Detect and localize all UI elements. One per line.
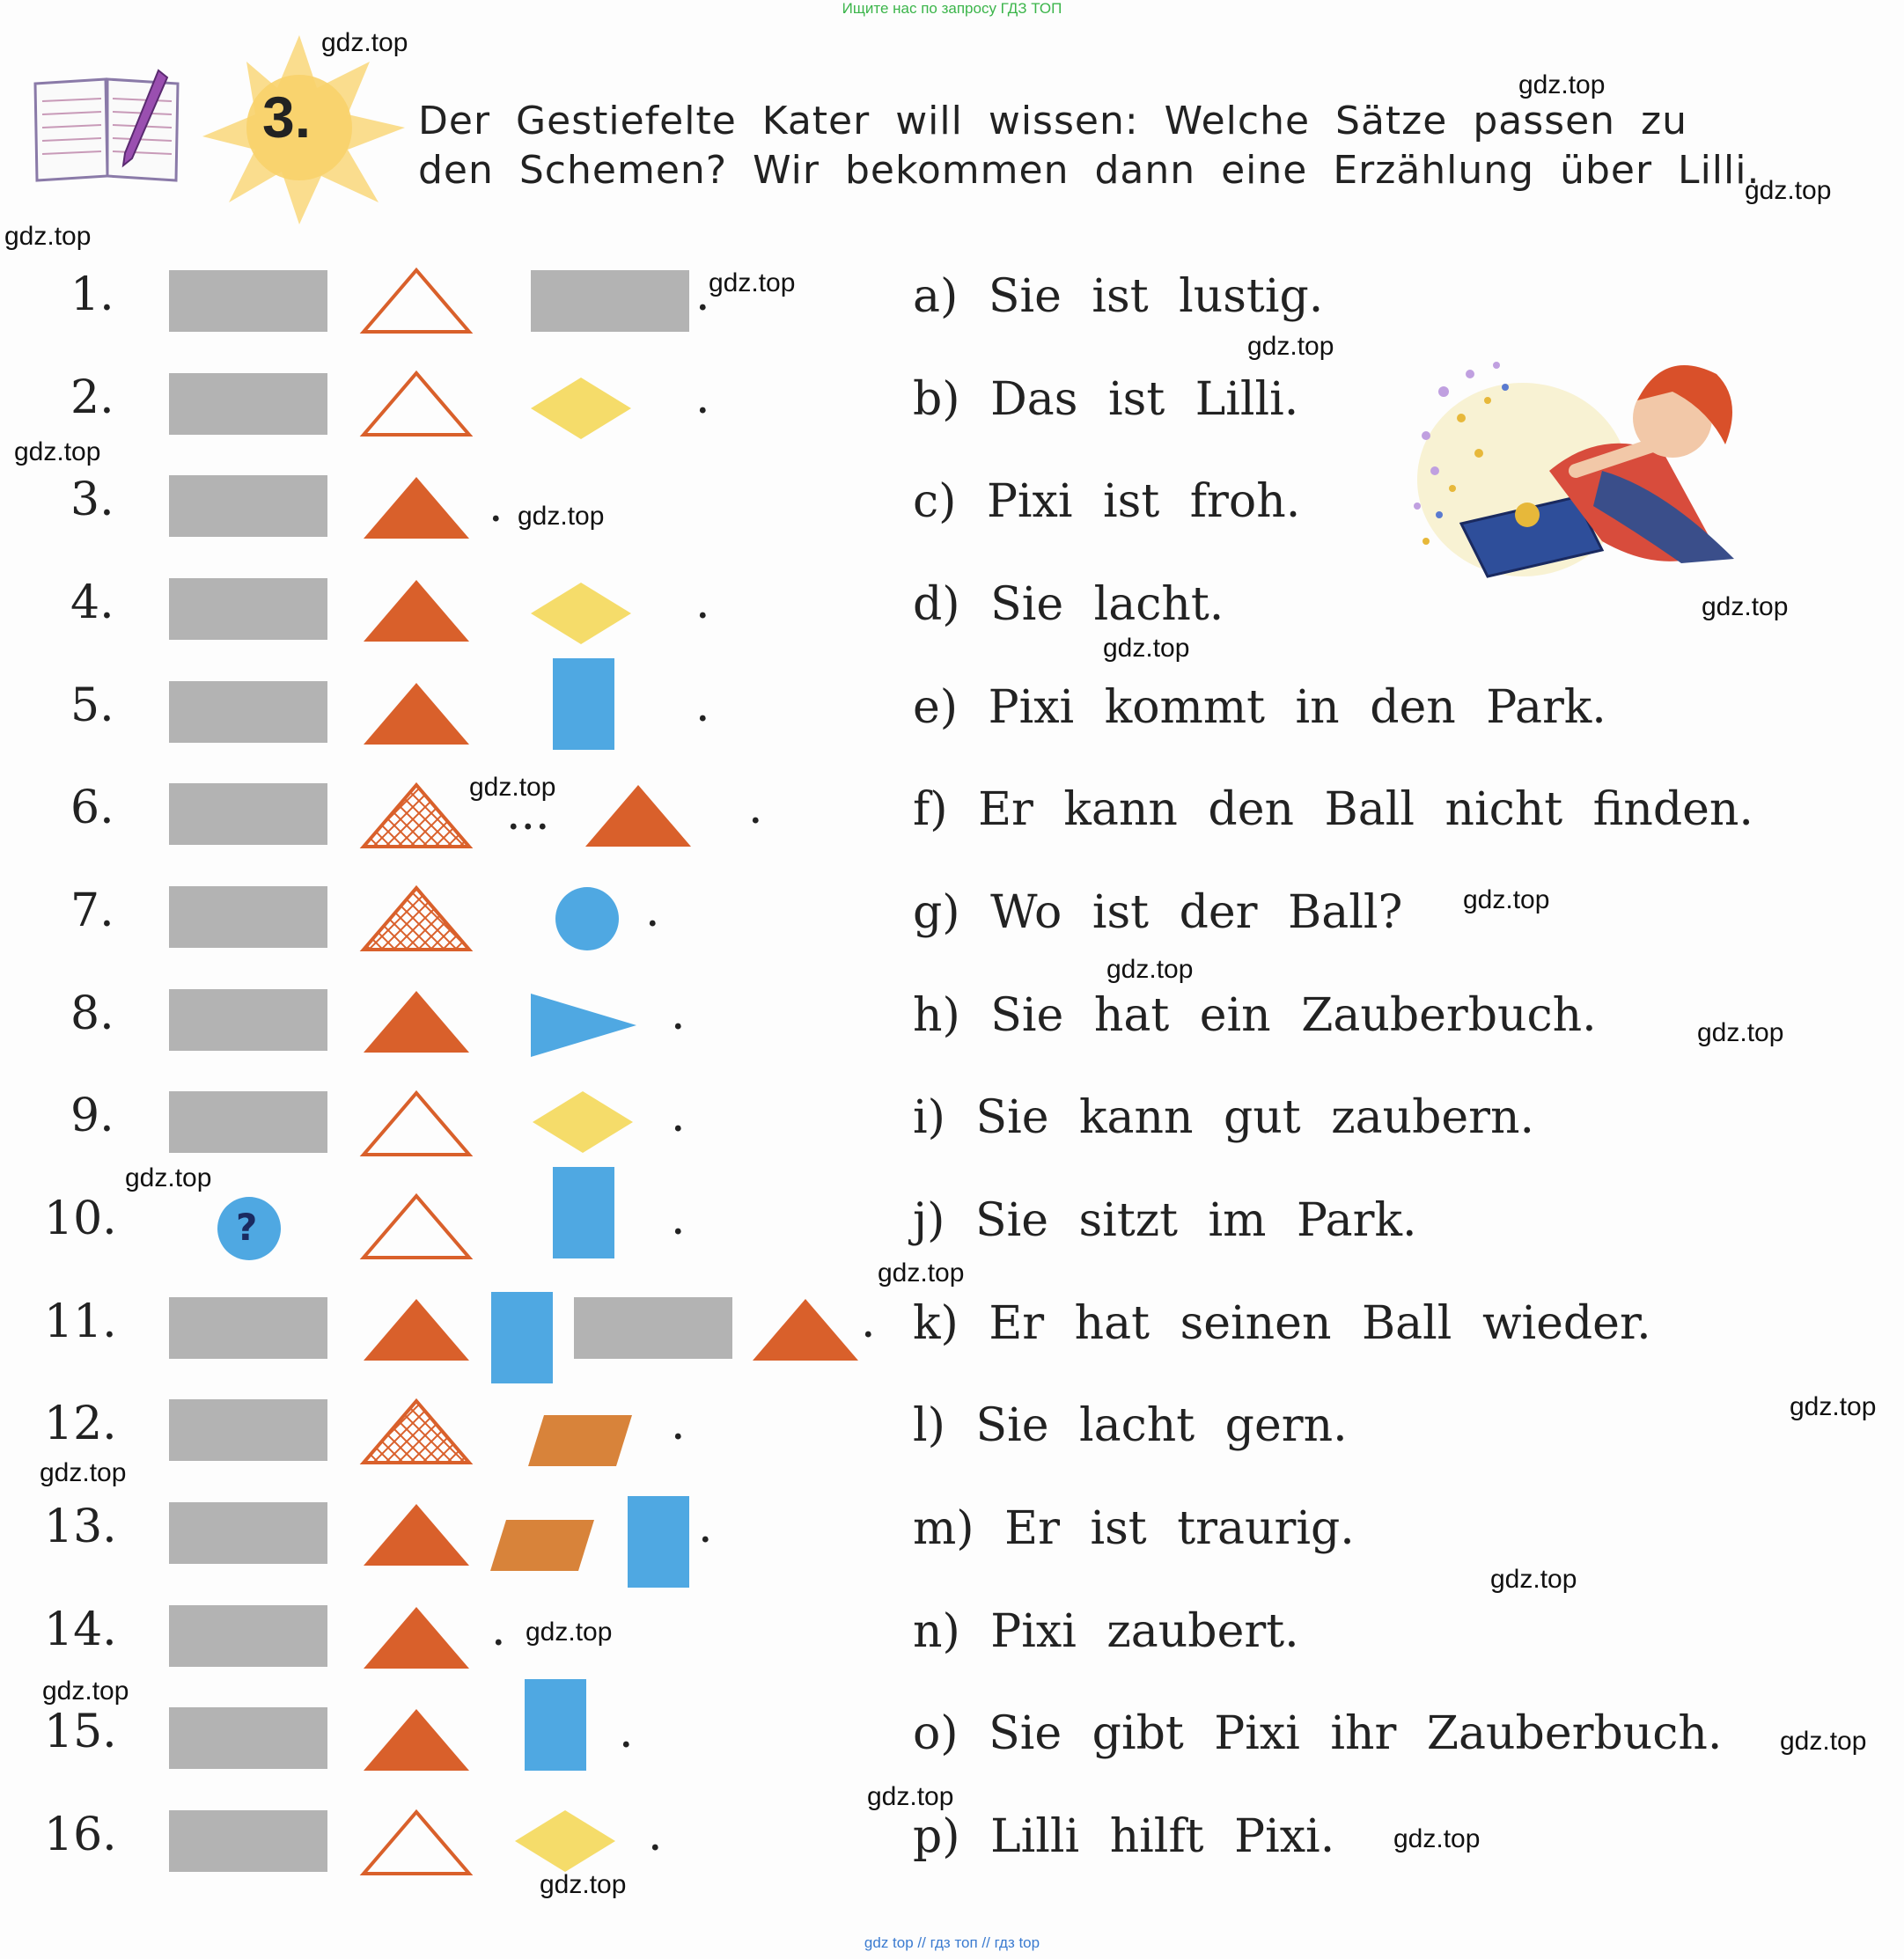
row-number: 10.	[44, 1192, 117, 1245]
period: .	[648, 1809, 663, 1861]
watermark: gdz.top	[40, 1458, 127, 1487]
triangle-filled-icon	[364, 1504, 469, 1566]
yellow-diamond-icon	[531, 378, 631, 439]
sentence-g: g) Wo ist der Ball?	[913, 886, 1403, 939]
row-number: 3.	[70, 473, 114, 526]
watermark: gdz.top	[1103, 634, 1190, 663]
sentence-c: c) Pixi ist froh.	[913, 475, 1301, 528]
row-number: 8.	[70, 987, 114, 1040]
top-banner: Ищите нас по запросу ГДЗ ТОП	[842, 0, 1062, 17]
triangle-filled-icon	[364, 477, 469, 539]
bottom-banner: gdz top // гдз топ // гдз top	[864, 1934, 1040, 1951]
blue-rect-icon	[628, 1496, 689, 1588]
watermark: gdz.top	[867, 1782, 954, 1811]
watermark: gdz.top	[1490, 1565, 1577, 1594]
row-number: 7.	[70, 884, 114, 937]
watermark: gdz.top	[321, 28, 408, 57]
grey-block	[169, 1502, 327, 1564]
watermark: gdz.top	[42, 1677, 129, 1706]
period: .	[695, 268, 710, 321]
triangle-filled-icon	[364, 1299, 469, 1361]
triangle-hatched-icon	[364, 1401, 469, 1463]
triangle-filled-icon	[585, 785, 691, 847]
blue-rect-icon	[553, 658, 614, 750]
watermark: gdz.top	[1697, 1018, 1784, 1047]
yellow-diamond-icon	[515, 1810, 615, 1872]
watermark: gdz.top	[14, 437, 101, 466]
sentence-d: d) Sie lacht.	[913, 578, 1224, 631]
row-number: 9.	[70, 1090, 114, 1142]
blue-rect-icon	[525, 1679, 586, 1771]
orange-parallelogram-icon	[528, 1415, 632, 1466]
grey-block	[169, 1605, 327, 1667]
triangle-filled-icon	[364, 991, 469, 1053]
question-mark: ?	[236, 1206, 258, 1249]
period: .	[645, 884, 660, 937]
grey-block	[169, 270, 327, 332]
watermark: gdz.top	[1463, 885, 1550, 914]
watermark: gdz.top	[709, 268, 796, 297]
grey-block	[169, 1091, 327, 1153]
sentence-m: m) Er ist traurig.	[913, 1502, 1355, 1555]
watermark: gdz.top	[1745, 176, 1832, 205]
row-number: 11.	[44, 1295, 117, 1348]
yellow-diamond-icon	[533, 1091, 633, 1153]
period: .	[671, 987, 686, 1040]
grey-block	[169, 578, 327, 640]
row-number: 4.	[70, 576, 114, 629]
triangle-outline-icon	[364, 1093, 469, 1155]
triangle-outline-icon	[364, 270, 469, 332]
grey-block	[574, 1297, 732, 1359]
grey-block	[169, 1399, 327, 1461]
triangle-filled-icon	[364, 1607, 469, 1669]
sentence-k: k) Er hat seinen Ball wieder.	[913, 1297, 1651, 1350]
grey-block	[169, 475, 327, 537]
sentence-o: o) Sie gibt Pixi ihr Zauberbuch.	[913, 1707, 1723, 1760]
triangle-filled-icon	[364, 1709, 469, 1771]
sentence-f: f) Er kann den Ball nicht finden.	[913, 783, 1753, 836]
yellow-diamond-icon	[531, 583, 631, 644]
grey-block	[169, 783, 327, 845]
triangle-hatched-icon	[364, 785, 469, 847]
orange-parallelogram-icon	[490, 1520, 594, 1571]
triangle-filled-icon	[753, 1299, 858, 1361]
watermark: gdz.top	[1393, 1824, 1481, 1853]
triangle-filled-icon	[364, 580, 469, 642]
sentence-p: p) Lilli hilft Pixi.	[913, 1810, 1335, 1863]
watermark: gdz.top	[1780, 1727, 1867, 1756]
watermark: gdz.top	[469, 773, 556, 802]
sentence-b: b) Das ist Lilli.	[913, 373, 1299, 426]
watermark: gdz.top	[518, 502, 605, 531]
blue-rect-icon	[491, 1292, 553, 1383]
watermark: gdz.top	[878, 1258, 965, 1288]
period: .	[619, 1706, 634, 1758]
grey-block	[169, 886, 327, 948]
sentence-l: l) Sie lacht gern.	[913, 1399, 1348, 1452]
period: .	[748, 781, 763, 834]
row-number: 15.	[44, 1706, 117, 1758]
row-number: 16.	[44, 1809, 117, 1861]
grey-block	[169, 681, 327, 743]
sentence-a: a) Sie ist lustig.	[913, 270, 1324, 323]
period: .	[695, 371, 710, 424]
sentence-j: j) Sie sitzt im Park.	[913, 1194, 1417, 1247]
row-number: 13.	[44, 1500, 117, 1553]
row-number: 12.	[44, 1398, 117, 1450]
watermark: gdz.top	[540, 1870, 627, 1899]
triangle-hatched-icon	[364, 888, 469, 950]
watermark: gdz.top	[1790, 1392, 1877, 1421]
grey-block	[169, 1297, 327, 1359]
watermark: gdz.top	[1247, 332, 1334, 361]
row-number: 5.	[70, 679, 114, 732]
triangle-outline-icon	[364, 1196, 469, 1258]
task-number: 3.	[262, 84, 312, 150]
period: .	[671, 1398, 686, 1450]
sentence-i: i) Sie kann gut zaubern.	[913, 1091, 1535, 1144]
period: .	[861, 1295, 876, 1348]
period: .	[695, 679, 710, 732]
grey-block	[531, 270, 689, 332]
row-number: 1.	[70, 268, 114, 321]
triangle-filled-icon	[364, 683, 469, 745]
watermark: gdz.top	[4, 222, 92, 251]
grey-block	[169, 373, 327, 435]
watermark: gdz.top	[1106, 955, 1194, 984]
task-instruction: Der Gestiefelte Kater will wissen: Welche Sätze passen zu den Schemen? Wir bekommen dann eine Erzählung über Lilli.	[418, 99, 1761, 193]
row-number: 2.	[70, 371, 114, 424]
period: .	[671, 1192, 686, 1245]
sentence-h: h) Sie hat ein Zauberbuch.	[913, 989, 1597, 1042]
triangle-outline-icon	[364, 373, 469, 435]
watermark: gdz.top	[526, 1618, 613, 1647]
watermark: gdz.top	[1702, 592, 1789, 621]
grey-block	[169, 1810, 327, 1872]
ellipsis: ...	[506, 788, 550, 840]
blue-rect-icon	[553, 1167, 614, 1258]
watermark: gdz.top	[125, 1163, 212, 1192]
triangle-outline-icon	[364, 1812, 469, 1874]
period: .	[489, 480, 504, 532]
row-number: 6.	[70, 781, 114, 834]
sentence-n: n) Pixi zaubert.	[913, 1605, 1299, 1658]
period: .	[698, 1500, 713, 1553]
blue-flag-icon	[531, 994, 636, 1057]
grey-block	[169, 989, 327, 1051]
period: .	[671, 1090, 686, 1142]
blue-circle-icon	[555, 887, 619, 950]
period: .	[695, 576, 710, 629]
row-number: 14.	[44, 1603, 117, 1656]
period: .	[491, 1603, 506, 1656]
grey-block	[169, 1707, 327, 1769]
sentence-e: e) Pixi kommt in den Park.	[913, 681, 1606, 734]
lilli-illustration	[1373, 339, 1787, 594]
watermark: gdz.top	[1518, 70, 1606, 99]
